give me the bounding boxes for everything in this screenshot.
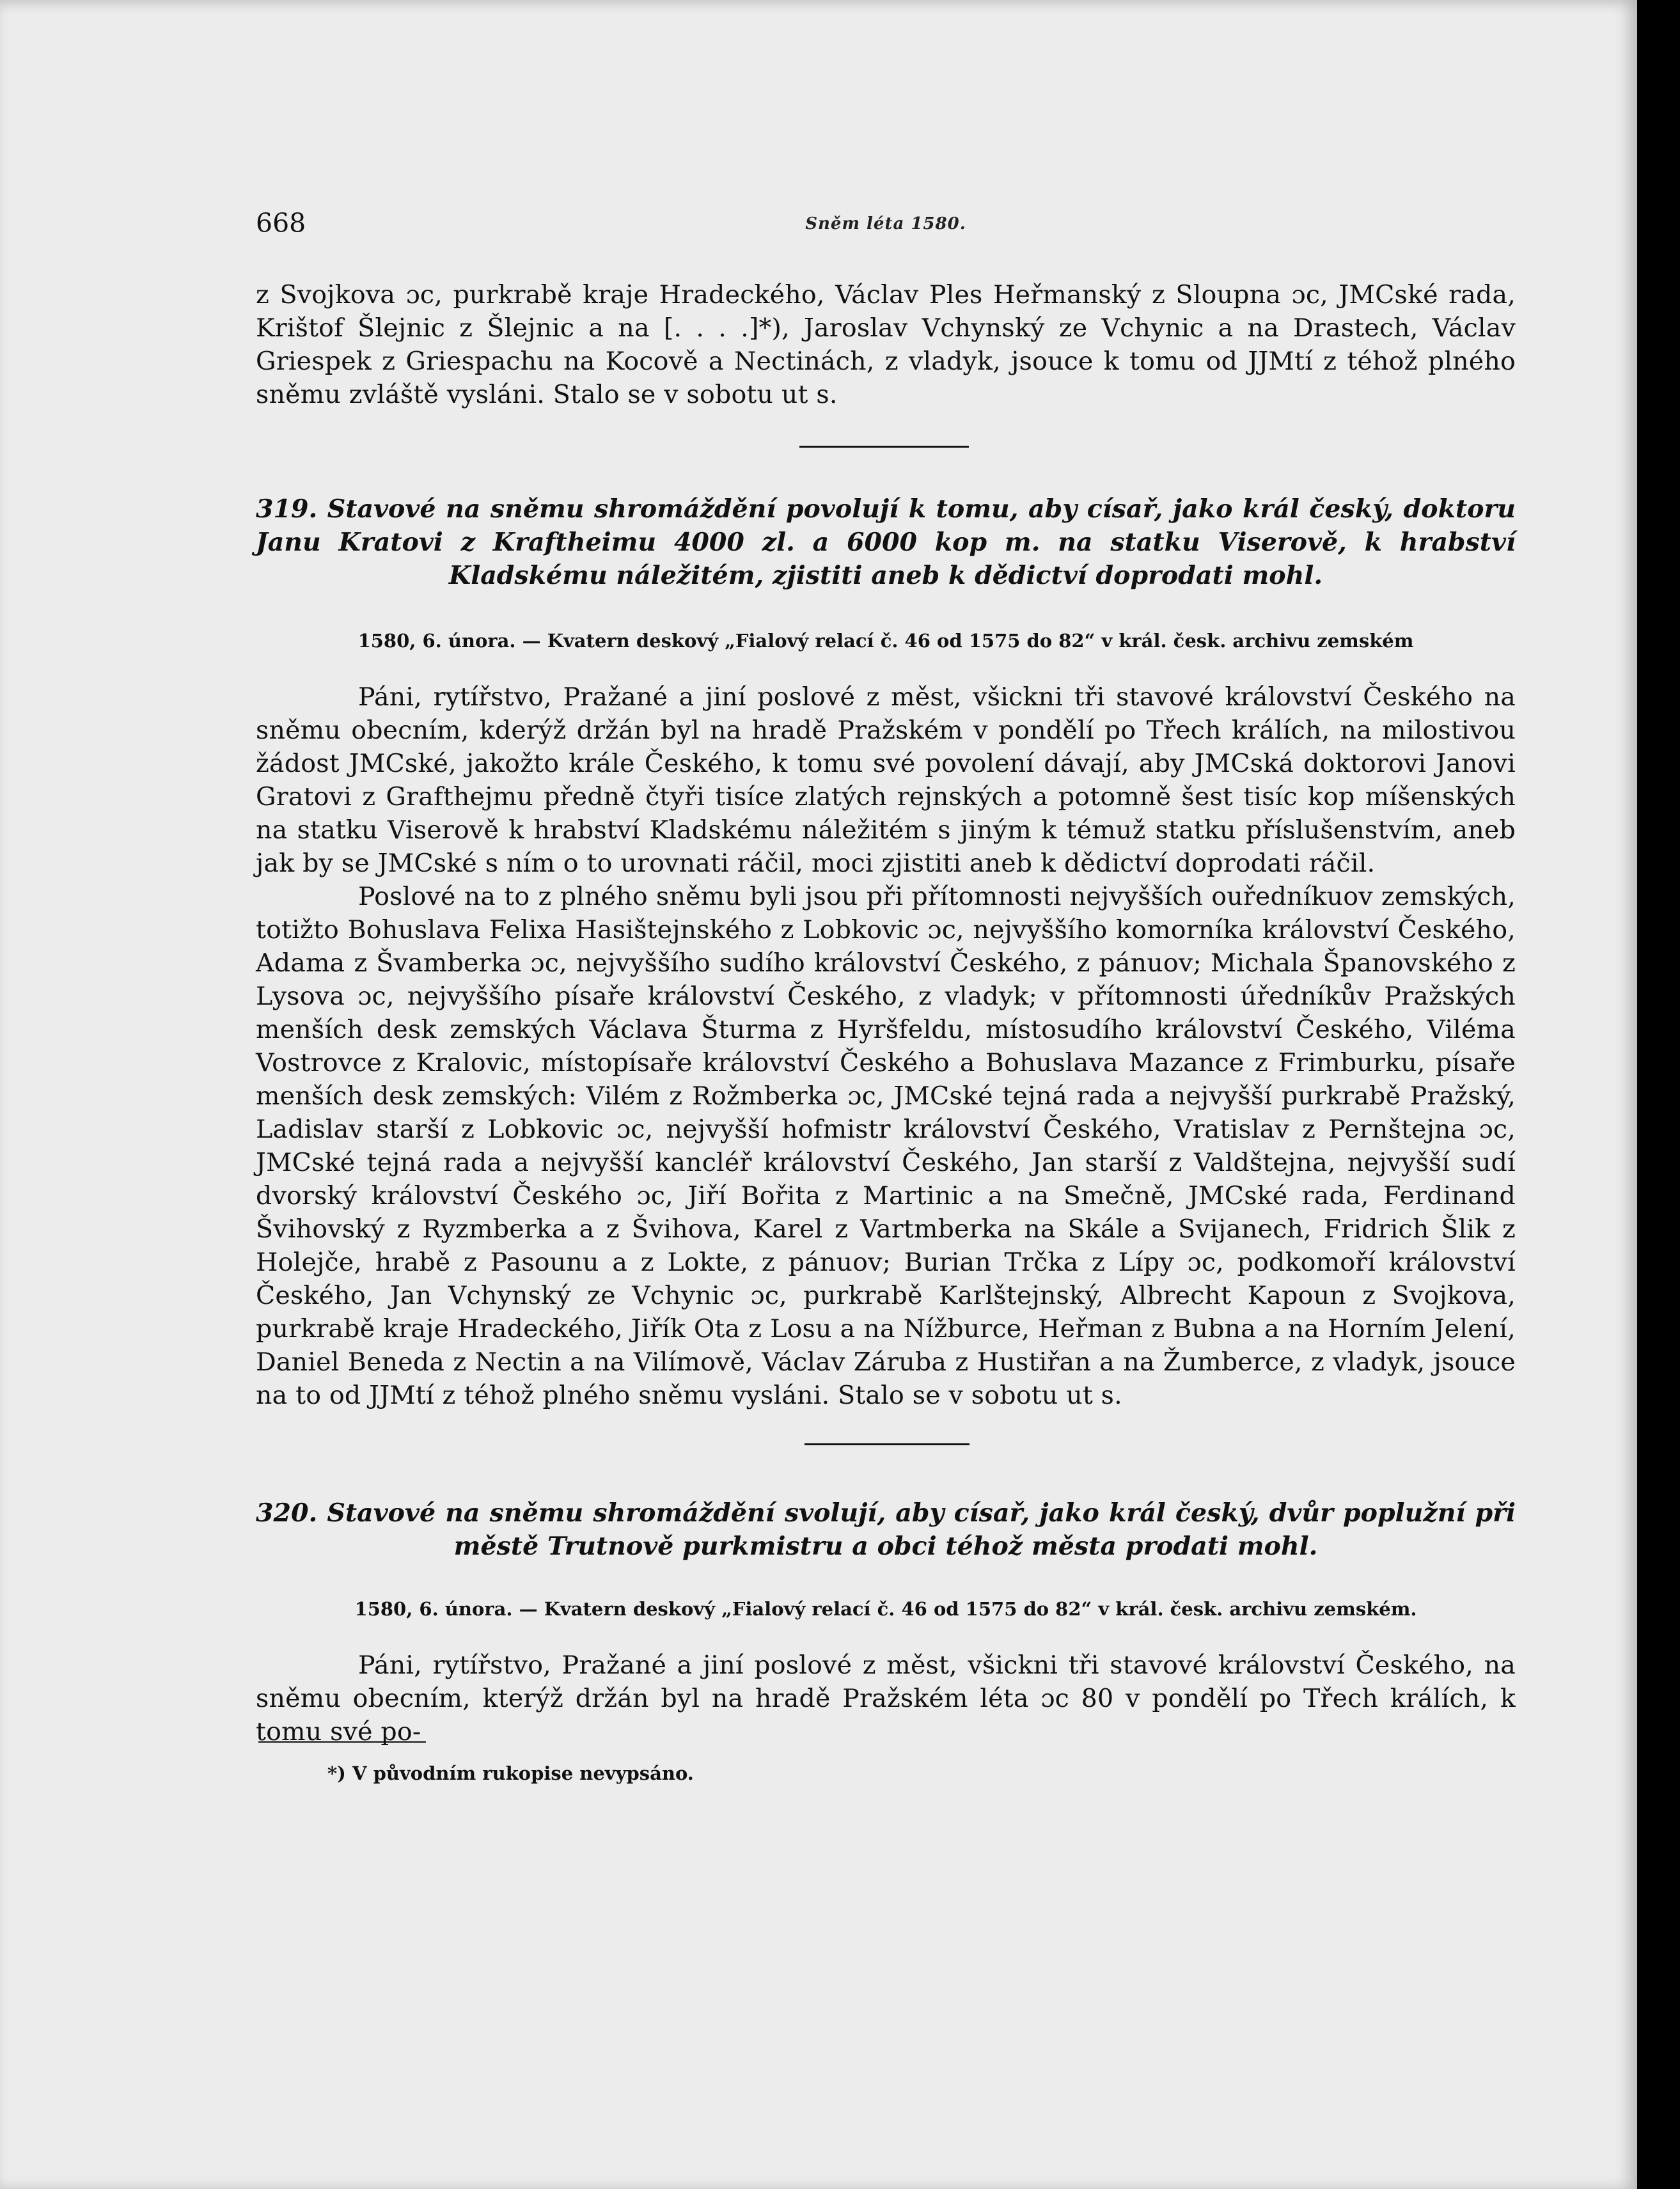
section-320-paragraph: Páni, rytířstvo, Pražané a jiní poslové z měst, všickni tři stavové království Českého, na sněmu obecním, kterýž držán byl na hradě Pražském léta ɔc 80 v pondělí po Třech králích, k tomu své po- <box>256 1651 1516 1746</box>
footnote-separator <box>258 1741 426 1743</box>
section-320-heading: 320. Stavové na sněmu shromáždění svolují, aby císař, jako král český, dvůr poplužní při městě Trutnově purkmistru a obci téhož města prodati mohl. <box>256 1498 1516 1561</box>
section-divider <box>805 1443 970 1445</box>
section-divider <box>799 446 969 448</box>
continuation-paragraph <box>256 278 1516 411</box>
running-title: Sněm léta 1580. <box>805 214 966 233</box>
section-320-source: 1580, 6. února. — Kvatern deskový „Fialový relací č. 46 od 1575 do 82“ v král. česk. archivu zemském. <box>354 1598 1417 1620</box>
section-319-body <box>256 680 1516 1412</box>
page-number: 668 <box>256 208 306 239</box>
section-320-body <box>256 1649 1516 1748</box>
section-319-source: 1580, 6. února. — Kvatern deskový „Fialový relací č. 46 od 1575 do 82“ v král. česk. archivu zemském <box>357 630 1414 652</box>
page-header <box>256 208 1516 240</box>
section-319-heading: 319. Stavové na sněmu shromáždění povolují k tomu, aby císař, jako král český, doktoru Janu Kratovi z Kraftheimu 4000 zl. a 6000 kop m. na statku Viserově, k hrabství Kladskému náležitém, zjistiti aneb k dědictví doprodati mohl. <box>256 494 1516 590</box>
section-319-paragraph-2: Poslové na to z plného sněmu byli jsou při přítomnosti nejvyšších ouředníkuov zemských, totižto Bohuslava Felixa Hasištejnského z Lobkovic ɔc, nejvyššího komorníka království Českého, Adama z Švamberka ɔc, nejvyššího sudího království Českého, z pánuov; Michala Španovského z Lysova ɔc, nejvyššího písaře království Českého, z vladyk; v přítomnosti úředníkův Pražských menších desk zemských Václava Šturma z Hyršfeldu, místosudího království Českého, Viléma Vostrovce z Kralovic, místopísaře království Českého a Bohuslava Mazance z Frimburku, písaře menších desk zemských: Vilém z Rožmberka ɔc, JMCské tejná rada a nejvyšší purkrabě Pražský, Ladislav starší z Lobkovic ɔc, nejvyšší hofmistr království Českého, Vratislav z Pernštejna ɔc, JMCské tejná rada a nejvyšší kancléř království Českého, Jan starší z Valdštejna, nejvyšší sudí dvorský království Českého ɔc, Jiří Bořita z Martinic a na Smečně, JMCské rada, Ferdinand Švihovský z Ryzmberka a z Švihova, Karel z Vartmberka na Skále a Svijanech, Fridrich Šlik z Holejče, hrabě z Pasounu a z Lokte, z pánuov; Burian Trčka z Lípy ɔc, podkomoří království Českého, Jan Vchynský ze Vchynic ɔc, purkrabě Karlštejnský, Albrecht Kapoun z Svojkova, purkrabě kraje Hradeckého, Jiřík Ota z Losu a na Nížburce, Heřman z Bubna a na Horním Jelení, Daniel Beneda z Nectin a na Vilímově, Václav Záruba z Hustiřan a na Žumberce, z vladyk, jsouce na to od JJMtí z téhož plného sněmu vysláni. Stalo se v sobotu ut s. <box>256 882 1516 1410</box>
footnote: *) V původním rukopise nevypsáno. <box>327 1762 694 1784</box>
continuation-text: z Svojkova ɔc, purkrabě kraje Hradeckého, Václav Ples Heřmanský z Sloupna ɔc, JMCské rada, Krištof Šlejnic z Šlejnic a na [. . . .]*), Jaroslav Vchynský ze Vchynic a na Drastech, Václav Griespek z Griespachu na Kocově a Nectinách, z vladyk, jsouce k tomu od JJMtí z téhož plného sněmu zvláště vysláni. Stalo se v sobotu ut s. <box>256 280 1516 409</box>
section-319-paragraph-1: Páni, rytířstvo, Pražané a jiní poslové z měst, všickni tři stavové království Českého na sněmu obecním, kderýž držán byl na hradě Pražském v pondělí po Třech králích, na milostivou žádost JMCské, jakožto krále Českého, k tomu své povolení dávají, aby JMCská doktorovi Janovi Gratovi z Grafthejmu předně čtyři tisíce zlatých rejnských a potomně šest tisíc kop míšenských na statku Viserově k hrabství Kladskému náležitém s jiným k témuž statku příslušenstvím, aneb jak by se JMCské s ním o to urovnati ráčil, moci zjistiti aneb k dědictví doprodati ráčil. <box>256 682 1516 878</box>
